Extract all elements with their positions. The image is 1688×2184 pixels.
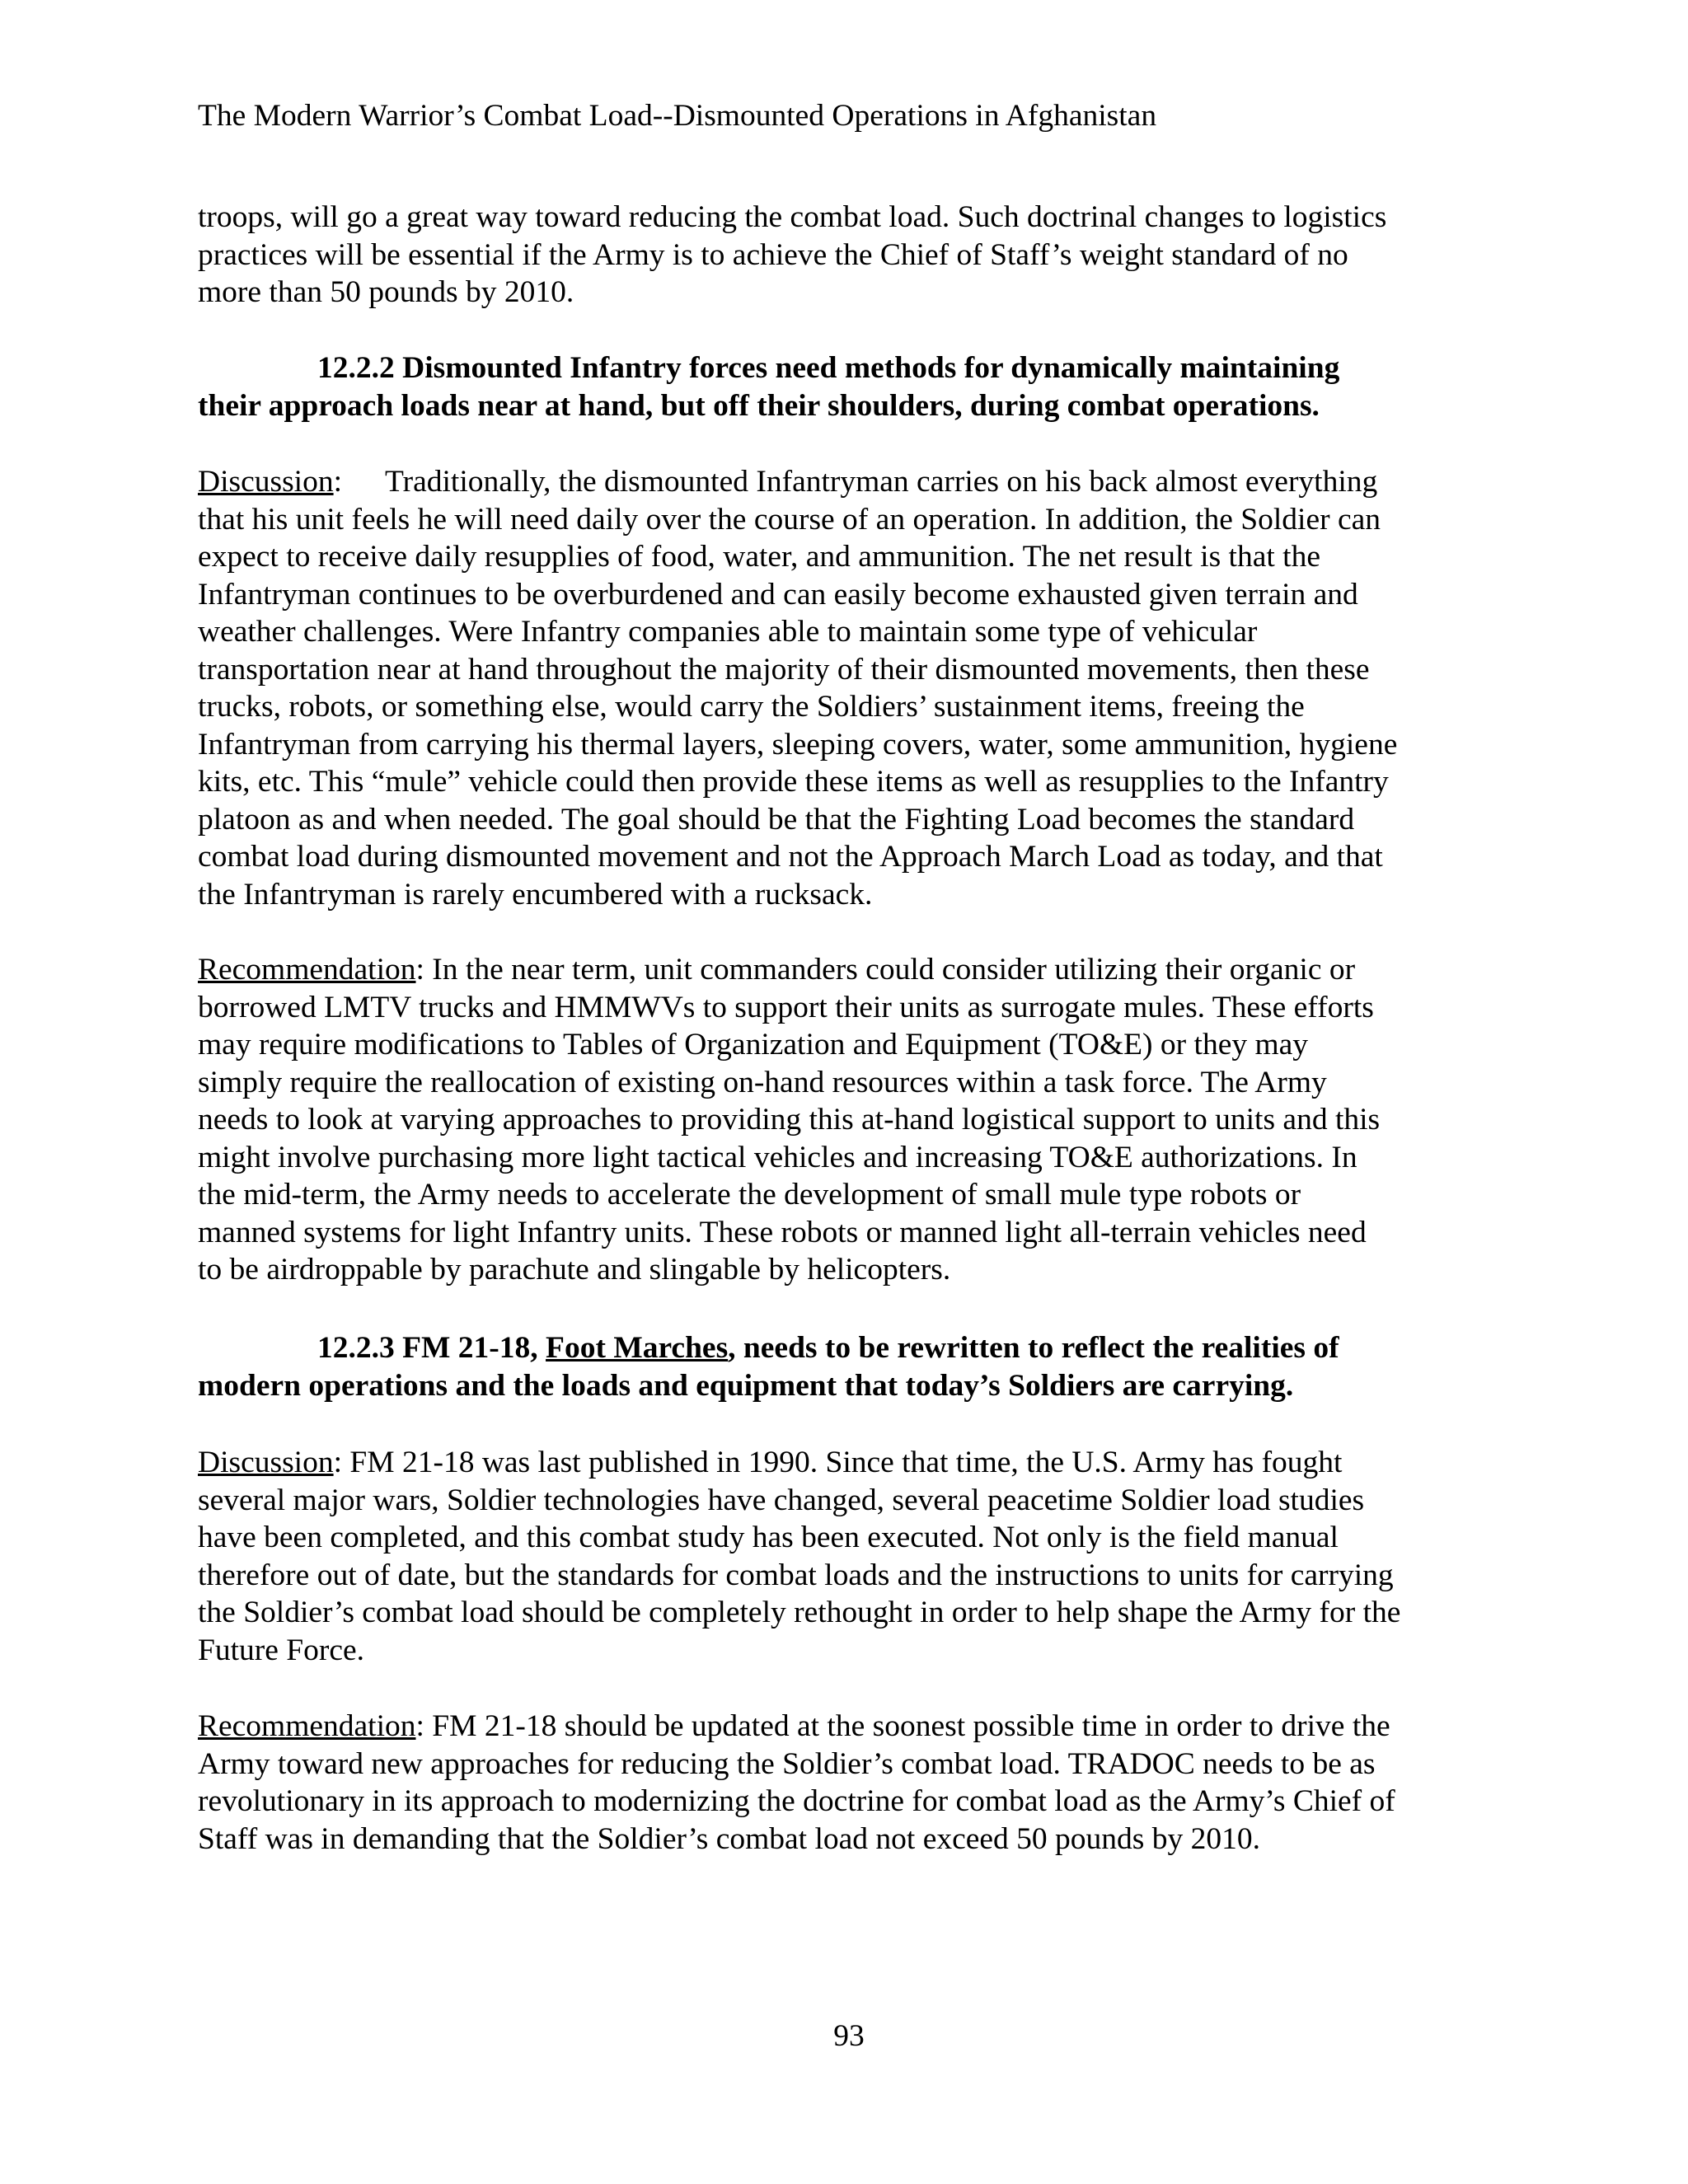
recommendation-first-line: : In the near term, unit commanders could consider utilizing their organic or — [415, 953, 1356, 987]
document-page — [198, 0, 1500, 2184]
text-line: several major wars, Soldier technologies have changed, several peacetime Soldier load studies — [198, 1483, 1365, 1517]
text-line — [198, 951, 1500, 989]
manual-title: Foot Marches — [546, 1331, 729, 1365]
text-line: manned systems for light Infantry units. These robots or manned light all-terrain vehicles need — [198, 1215, 1367, 1249]
section-heading-12-2-2 — [198, 349, 1500, 424]
recommendation-paragraph-12-2-2 — [198, 951, 1500, 1289]
page-number: 93 — [833, 2019, 865, 2053]
discussion-label: Discussion — [198, 465, 334, 499]
text-line: might involve purchasing more light tactical vehicles and increasing TO&E authorizations. In — [198, 1140, 1357, 1174]
text-line: revolutionary in its approach to modernizing the doctrine for combat load as the Army’s Chief of — [198, 1784, 1395, 1818]
text-line: therefore out of date, but the standards for combat loads and the instructions to units for carrying — [198, 1558, 1394, 1592]
text-line: may require modifications to Tables of Organization and Equipment (TO&E) or they may — [198, 1028, 1309, 1062]
text-line: Future Force. — [198, 1633, 365, 1667]
section-heading-12-2-3 — [198, 1329, 1500, 1404]
text-line: transportation near at hand throughout the majority of their dismounted movements, then these — [198, 652, 1370, 687]
text-line: Infantryman continues to be overburdened and can easily become exhausted given terrain and — [198, 577, 1358, 612]
text-line: Staff was in demanding that the Soldier’s combat load not exceed 50 pounds by 2010. — [198, 1821, 1261, 1856]
recommendation-label: Recommendation — [198, 1709, 416, 1743]
text-line: Infantryman from carrying his thermal layers, sleeping covers, water, some ammunition, hygiene — [198, 727, 1398, 762]
text-line: expect to receive daily resupplies of food, water, and ammunition. The net result is that the — [198, 540, 1320, 574]
recommendation-paragraph-12-2-3 — [198, 1708, 1500, 1858]
text-line: combat load during dismounted movement and not the Approach March Load as today, and that — [198, 840, 1383, 874]
text-line — [198, 1444, 1500, 1482]
heading-suffix: , needs to be rewritten to reflect the realities of — [728, 1331, 1339, 1365]
intro-paragraph — [198, 199, 1500, 312]
heading-line — [198, 1329, 1500, 1367]
text-line: the Infantryman is rarely encumbered with a rucksack. — [198, 877, 873, 912]
text-line: more than 50 pounds by 2010. — [198, 275, 574, 309]
text-line: kits, etc. This “mule” vehicle could then provide these items as well as resupplies to the Infantry — [198, 765, 1389, 799]
heading-line: 12.2.2 Dismounted Infantry forces need methods for dynamically maintaining — [317, 351, 1340, 385]
heading-line: their approach loads near at hand, but off their shoulders, during combat operations. — [198, 388, 1320, 423]
text-line: troops, will go a great way toward reducing the combat load. Such doctrinal changes to logistics — [198, 200, 1387, 234]
text-line: to be airdroppable by parachute and slingable by helicopters. — [198, 1253, 951, 1286]
text-line: the mid-term, the Army needs to accelerate the development of small mule type robots or — [198, 1178, 1301, 1212]
heading-prefix: 12.2.3 FM 21-18, — [317, 1331, 546, 1365]
running-header: The Modern Warrior’s Combat Load--Dismounted Operations in Afghanistan — [198, 99, 1157, 133]
text-line: trucks, robots, or something else, would carry the Soldiers’ sustainment items, freeing the — [198, 690, 1305, 724]
text-line: needs to look at varying approaches to providing this at-hand logistical support to units and this — [198, 1103, 1381, 1137]
text-line: the Soldier’s combat load should be completely rethought in order to help shape the Army for the — [198, 1596, 1401, 1629]
text-line — [198, 1708, 1500, 1746]
discussion-paragraph-12-2-3 — [198, 1444, 1500, 1669]
recommendation-label: Recommendation — [198, 953, 416, 987]
text-line: Discussion: Traditionally, the dismounted Infantryman carries on his back almost everything — [198, 465, 1378, 499]
discussion-first-line: Traditionally, the dismounted Infantryman carries on his back almost everything — [385, 465, 1378, 499]
text-line: weather challenges. Were Infantry companies able to maintain some type of vehicular — [198, 615, 1258, 649]
text-line: simply require the reallocation of existing on-hand resources within a task force. The Army — [198, 1065, 1327, 1099]
discussion-first-line: : FM 21-18 was last published in 1990. Since that time, the U.S. Army has fought — [333, 1446, 1343, 1479]
discussion-label: Discussion — [198, 1446, 334, 1479]
discussion-paragraph-12-2-2 — [198, 463, 1500, 913]
text-line: practices will be essential if the Army is to achieve the Chief of Staff’s weight standard of no — [198, 237, 1348, 272]
text-line: borrowed LMTV trucks and HMMWVs to support their units as surrogate mules. These efforts — [198, 990, 1374, 1024]
text-line: have been completed, and this combat study has been executed. Not only is the field manual — [198, 1521, 1339, 1554]
heading-line: modern operations and the loads and equipment that today’s Soldiers are carrying. — [198, 1368, 1294, 1403]
text-line: platoon as and when needed. The goal should be that the Fighting Load becomes the standard — [198, 802, 1355, 837]
recommendation-first-line: : FM 21-18 should be updated at the soonest possible time in order to drive the — [415, 1709, 1390, 1743]
text-line: that his unit feels he will need daily over the course of an operation. In addition, the Soldier can — [198, 502, 1381, 537]
text-line: Army toward new approaches for reducing the Soldier’s combat load. TRADOC needs to be as — [198, 1746, 1376, 1781]
